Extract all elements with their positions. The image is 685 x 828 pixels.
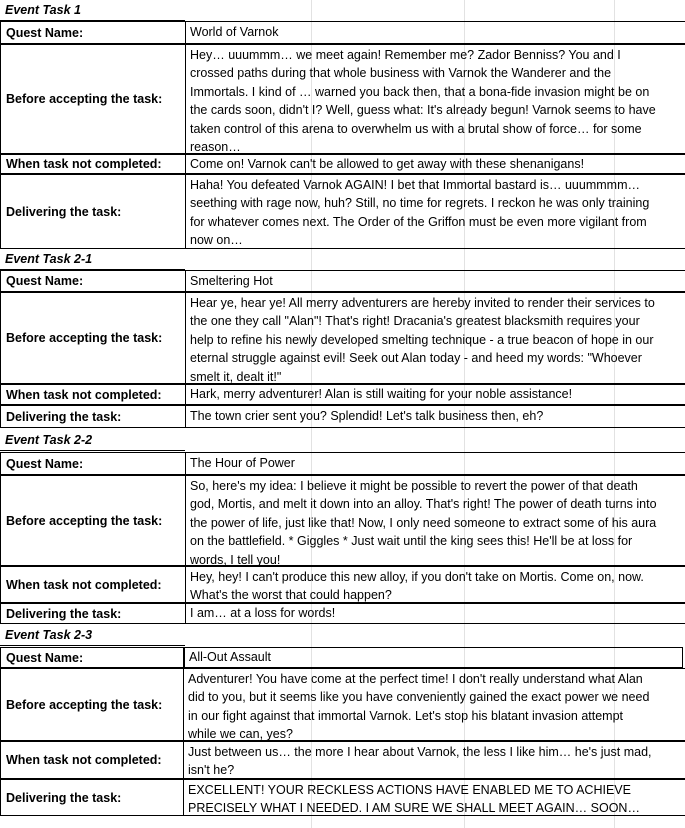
- table-row: [0, 604, 685, 625]
- row-label: Before accepting the task:: [0, 292, 186, 384]
- table-row: [0, 742, 685, 780]
- row-label: Quest Name:: [0, 21, 186, 44]
- row-label: Before accepting the task:: [0, 44, 186, 154]
- row-label: When task not completed:: [0, 384, 186, 405]
- row-label: Quest Name:: [0, 270, 186, 292]
- row-label: Quest Name:: [0, 647, 184, 668]
- row-value: The town crier sent you? Splendid! Let's talk business then, eh?: [186, 405, 685, 428]
- row-value: EXCELLENT! YOUR RECKLESS ACTIONS HAVE ENABLED ME TO ACHIEVE PRECISELY WHAT I NEEDED. I AM SURE WE SHALL MEET AGAIN… SOON…: [184, 779, 685, 816]
- table-row: [0, 567, 685, 604]
- row-value: Adventurer! You have come at the perfect time! I don't really understand what Alan did to you, but it seems like you have conveniently gained the exact power we need in our fight against that immortal Varnok. Let's stop his blatant invasion attempt while we can, yes?: [184, 668, 685, 741]
- row-value: All-Out Assault: [184, 647, 683, 668]
- table-row: [0, 175, 685, 250]
- row-label: When task not completed:: [0, 566, 186, 603]
- row-value: World of Varnok: [186, 21, 685, 44]
- table-row: [0, 271, 685, 293]
- row-value: Hark, merry adventurer! Alan is still waiting for your noble assistance!: [186, 384, 685, 405]
- row-value: Hey, hey! I can't produce this new alloy, if you don't take on Mortis. Come on, now. What's the worst that could happen?: [186, 566, 685, 603]
- row-value: Smeltering Hot: [186, 270, 685, 292]
- row-label: Quest Name:: [0, 452, 186, 475]
- table-row: [0, 780, 685, 817]
- table-row: [0, 155, 685, 175]
- table-row: [0, 669, 685, 742]
- row-value: The Hour of Power: [186, 452, 685, 475]
- table-row: [0, 476, 685, 567]
- row-value: Haha! You defeated Varnok AGAIN! I bet that Immortal bastard is… uuummmm… seething with rage now, huh? Still, no time for regrets. I reckon he was only training for whatever comes next. The Order of the Griffon must be even more vigilant from now on…: [186, 174, 685, 249]
- section-title: Event Task 1: [0, 0, 185, 21]
- table-row: [0, 453, 685, 476]
- row-label: Delivering the task:: [0, 603, 186, 624]
- table-row: [0, 45, 685, 155]
- row-label: When task not completed:: [0, 154, 186, 174]
- section-title: Event Task 2-1: [0, 249, 185, 270]
- row-value: I am… at a loss for words!: [186, 603, 685, 624]
- section-title: Event Task 2-3: [0, 625, 185, 646]
- row-label: When task not completed:: [0, 741, 184, 779]
- table-row: [0, 385, 685, 406]
- row-label: Delivering the task:: [0, 174, 186, 249]
- row-label: Before accepting the task:: [0, 475, 186, 566]
- table-row: [0, 293, 685, 385]
- table-row: [0, 648, 683, 669]
- row-label: Before accepting the task:: [0, 668, 184, 741]
- table-row: [0, 22, 685, 45]
- table-row: [0, 406, 685, 429]
- row-label: Delivering the task:: [0, 405, 186, 428]
- row-value: So, here's my idea: I believe it might be possible to revert the power of that death god, Mortis, and melt it down into an alloy. That's right! The power of death turns into the power of life, just like that! Now, I only need someone to extract some of his aura on the battlefield. * Giggles * Just wait until the king sees this! He'll be at loss for words, I tell you!: [186, 475, 685, 566]
- row-value: Just between us… the more I hear about Varnok, the less I like him… he's just mad, isn't he?: [184, 741, 685, 779]
- row-value: Hey… uuummm… we meet again! Remember me? Zador Benniss? You and I crossed paths during that whole business with Varnok the Wanderer and the Immortals. I kind of … warned you back then, that a bona-fide invasion might be on the cards soon, didn't I? Well, guess what: It's already begun! Varnok seems to have taken control of this arena to overwhelm us with a brutal show of force… for some reason…: [186, 44, 685, 154]
- row-value: Come on! Varnok can't be allowed to get away with these shenanigans!: [186, 154, 685, 174]
- row-label: Delivering the task:: [0, 779, 184, 816]
- row-value: Hear ye, hear ye! All merry adventurers are hereby invited to render their services to the one they call "Alan"! That's right! Dracania's greatest blacksmith requires your help to refine his newly developed smelting technique - a true beacon of hope in our eternal struggle against evil! Seek out Alan today - and heed my words: "Whoever smelt it, dealt it!": [186, 292, 685, 384]
- section-title: Event Task 2-2: [0, 430, 185, 451]
